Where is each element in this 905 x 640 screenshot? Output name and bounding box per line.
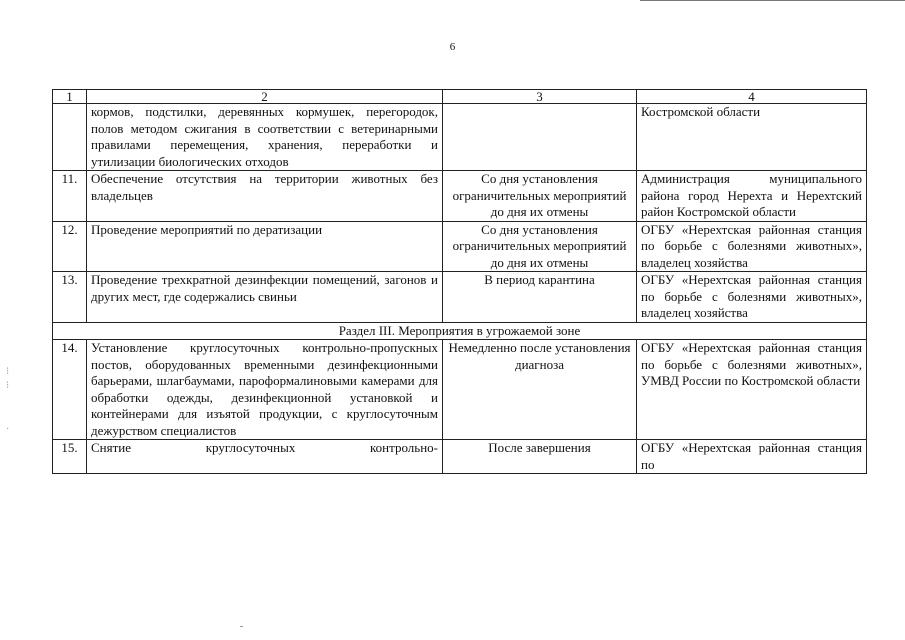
- table-row: [53, 104, 867, 171]
- margin-mark: ⁝: [6, 366, 10, 377]
- table-header-row: [53, 90, 867, 104]
- top-rule: [640, 0, 905, 1]
- row-number: 13.: [53, 272, 87, 323]
- responsible-cell: Администрация муниципального района город Нерехта и Нерехтский район Костромской области: [637, 171, 867, 222]
- header-col-2: 2: [87, 90, 443, 104]
- row-number: 15.: [53, 440, 87, 474]
- measure-cell: Установление круглосуточных контрольно-пропускных постов, оборудованных временными дезинфекционными барьерами, шлагбаумами, пароформалиновыми камерами для обработки одежды, дезинфекционной установкой и контейнерами для изъятой продукции, с круглосуточным дежурством специалистов: [87, 340, 443, 440]
- margin-mark: ⁝: [6, 380, 10, 391]
- table-row: [53, 272, 867, 323]
- timing-cell: В период карантина: [443, 272, 637, 323]
- measure-cell: Обеспечение отсутствия на территории животных без владельцев: [87, 171, 443, 222]
- header-col-3: 3: [443, 90, 637, 104]
- table-row: [53, 340, 867, 440]
- header-col-1: 1: [53, 90, 87, 104]
- header-col-4: 4: [637, 90, 867, 104]
- row-number: [53, 104, 87, 171]
- measure-cell: Проведение мероприятий по дератизации: [87, 221, 443, 272]
- measure-cell: кормов, подстилки, деревянных кормушек, перегородок, полов методом сжигания в соответствии с ветеринарными правилами перемещения, хранения, переработки и утилизации биологических отходов: [87, 104, 443, 171]
- responsible-cell: ОГБУ «Нерехтская районная станция по борьбе с болезнями животных», владелец хозяйства: [637, 221, 867, 272]
- row-number: 14.: [53, 340, 87, 440]
- responsible-cell: Костромской области: [637, 104, 867, 171]
- section-row: [53, 322, 867, 340]
- responsible-cell: ОГБУ «Нерехтская районная станция по борьбе с болезнями животных», УМВД России по Костромской области: [637, 340, 867, 440]
- measure-cell: Проведение трехкратной дезинфекции помещений, загонов и других мест, где содержались свиньи: [87, 272, 443, 323]
- timing-cell: Со дня установления ограничительных мероприятий до дня их отмены: [443, 221, 637, 272]
- measures-table: [52, 89, 867, 474]
- table-row: [53, 221, 867, 272]
- responsible-cell: ОГБУ «Нерехтская районная станция по борьбе с болезнями животных», владелец хозяйства: [637, 272, 867, 323]
- table-row: [53, 440, 867, 474]
- timing-cell: После завершения: [443, 440, 637, 474]
- row-number: 11.: [53, 171, 87, 222]
- page-number: 6: [449, 41, 456, 53]
- bottom-mark: [240, 626, 243, 627]
- row-number: 12.: [53, 221, 87, 272]
- margin-mark: ·: [6, 424, 10, 435]
- section-title: Раздел III. Мероприятия в угрожаемой зоне: [53, 322, 867, 340]
- timing-cell: Немедленно после установления диагноза: [443, 340, 637, 440]
- timing-cell: [443, 104, 637, 171]
- table-row: [53, 171, 867, 222]
- responsible-cell: ОГБУ «Нерехтская районная станция по: [637, 440, 867, 474]
- timing-cell: Со дня установления ограничительных мероприятий до дня их отмены: [443, 171, 637, 222]
- measure-cell: Снятие круглосуточных контрольно-: [87, 440, 443, 474]
